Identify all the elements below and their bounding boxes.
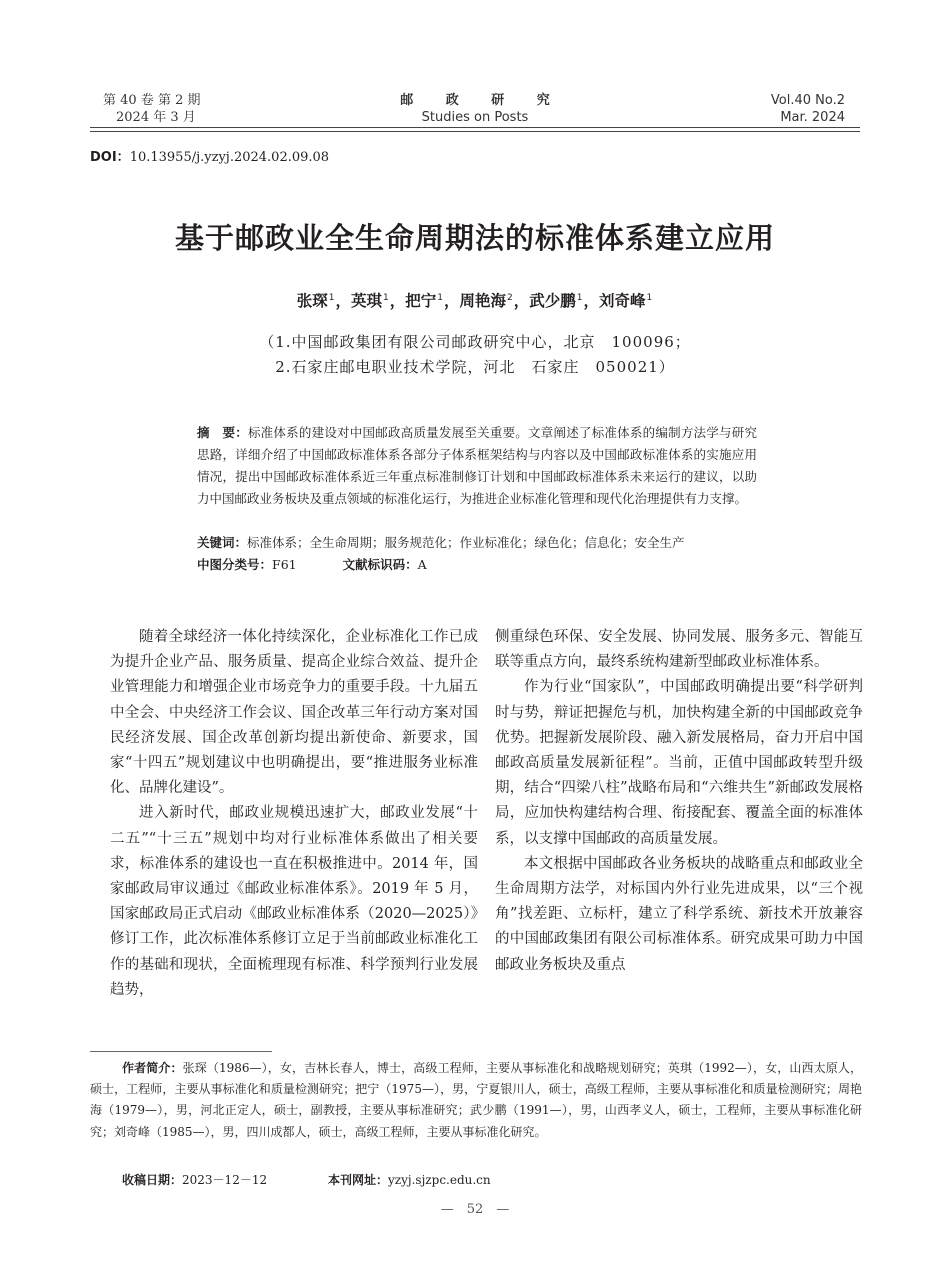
header-journal-en: Studies on Posts xyxy=(421,110,529,125)
header-volume-en: Vol.40 No.2 xyxy=(770,93,845,108)
author-affiliation-mark: 1 xyxy=(576,293,583,303)
page-number: — 52 — xyxy=(440,1202,510,1217)
header-rule-thin xyxy=(90,131,860,132)
doi-line xyxy=(90,149,329,166)
header-date-en: Mar. 2024 xyxy=(780,110,845,125)
author-name: 张琛 xyxy=(296,292,328,310)
author-affiliation-mark: 1 xyxy=(382,293,389,303)
received-value: 2023－12－12 xyxy=(182,1173,268,1187)
author-name: 把宁 xyxy=(405,292,437,310)
affiliation-line: （1.中国邮政集团有限公司邮政研究中心，北京 100096； xyxy=(259,333,691,351)
body-paragraph: 随着全球经济一体化持续深化，企业标准化工作已成为提升企业产品、服务质量、提高企业综合效益、提升企业管理能力和增强企业市场竞争力的重要手段。十九届五中全会、中央经济工作会议、国企改革三年行动方案对国民经济发展、国企改革创新均提出新使命、新要求，国家“十四五”规划建议中也明确提出，要“推进服务业标准化、品牌化建设”。 xyxy=(110,629,478,797)
doi-label: DOI： xyxy=(90,150,130,165)
header-volume-en-block xyxy=(771,92,845,126)
journal-website xyxy=(328,1170,491,1190)
received-label: 收稿日期： xyxy=(122,1173,183,1187)
author-separator: ， xyxy=(443,292,460,310)
author-name: 刘奇峰 xyxy=(599,292,646,310)
classification xyxy=(197,555,757,575)
paper-title: 基于邮政业全生命周期法的标准体系建立应用 xyxy=(174,221,775,255)
footnote-text: 张琛（1986—），女，吉林长春人，博士，高级工程师，主要从事标准化和战略规划研究；英琪（1992—），女，山西太原人，硕士，工程师，主要从事标准化和质量检测研究；把宁（1975—），男，宁夏银川人，硕士，高级工程师，主要从事标准化和质量检测研究；周艳海（1979—），男，河北正定人，硕士，副教授，主要从事标准研究；武少鹏（1991—），男，山西孝义人，硕士，工程师，主要从事标准化研究；刘奇峰（1985—），男，四川成都人，硕士，高级工程师，主要从事标准化研究。 xyxy=(90,1061,862,1139)
clc-label: 中图分类号： xyxy=(197,557,273,572)
doc-code-label: 文献标识码： xyxy=(342,557,418,572)
abstract-label: 摘 要： xyxy=(197,425,248,440)
clc-value: F61 xyxy=(272,557,297,572)
author-separator: ， xyxy=(335,292,351,310)
author-name: 周艳海 xyxy=(459,292,507,310)
website-value: yzyj.sjzpc.edu.cn xyxy=(388,1173,491,1187)
author-affiliation-mark: 1 xyxy=(437,293,443,303)
author-separator: ， xyxy=(583,292,600,310)
website-label: 本刊网址： xyxy=(328,1173,389,1187)
author-separator: ， xyxy=(513,292,530,310)
author-affiliation-mark: 1 xyxy=(328,293,335,303)
keywords-text: 标准体系；全生命周期；服务规范化；作业标准化；绿色化；信息化；安全生产 xyxy=(247,535,685,550)
received-date xyxy=(122,1170,267,1190)
affiliations xyxy=(0,330,950,380)
author-name: 武少鹏 xyxy=(529,292,576,310)
body-paragraph: 作为行业“国家队”，中国邮政明确提出要“科学研判时与势，辩证把握危与机，加快构建全新的中国邮政竞争优势。把握新发展阶段、融入新发展格局，奋力开启中国邮政高质量发展新征程”。当前，正值中国邮政转型升级期，结合“四梁八柱”战略布局和“六维共生”新邮政发展格局，应加快构建结构合理、衔接配套、覆盖全面的标准体系，以支撑中国邮政的高质量发展。 xyxy=(495,679,863,847)
footnote-label: 作者简介： xyxy=(122,1061,183,1075)
author-bio-footnote xyxy=(90,1058,862,1143)
body-column-right xyxy=(495,625,863,978)
header-journal-cn: 邮 政 研 究 xyxy=(400,93,564,108)
doc-code-value: A xyxy=(417,557,427,572)
body-paragraph: 本文根据中国邮政各业务板块的战略重点和邮政业全生命周期方法学，对标国内外行业先进成果，以“三个视角”找差距、立标杆，建立了科学系统、新技术开放兼容的中国邮政集团有限公司标准体系。研究成果可助力中国邮政业务板块及重点 xyxy=(495,855,863,973)
abstract xyxy=(197,422,757,510)
author-affiliation-mark: 2 xyxy=(507,293,513,303)
author-separator: ， xyxy=(389,292,406,310)
doi-value: 10.13955/j.yzyj.2024.02.09.08 xyxy=(129,150,330,165)
author-name: 英琪 xyxy=(350,292,382,310)
author-list xyxy=(0,287,950,312)
keywords xyxy=(197,533,757,553)
header-rule-thick xyxy=(90,127,860,128)
header-volume: 第 40 卷 第 2 期 xyxy=(103,93,201,108)
header-date-cn: 2024 年 3 月 xyxy=(116,110,196,125)
footnote-rule xyxy=(90,1051,272,1052)
body-paragraph-continued: 侧重绿色环保、安全发展、协同发展、服务多元、智能互联等重点方向，最终系统构建新型邮政业标准体系。 xyxy=(495,629,863,671)
body-column-left xyxy=(110,625,478,1003)
abstract-text: 标准体系的建设对中国邮政高质量发展至关重要。文章阐述了标准体系的编制方法学与研究思路，详细介绍了中国邮政标准体系各部分子体系框架结构与内容以及中国邮政标准体系的实施应用情况，提出中国邮政标准体系近三年重点标准制修订计划和中国邮政标准体系未来运行的建议，以助力中国邮政业务板块及重点领域的标准化运行，为推进企业标准化管理和现代化治理提供有力支撑。 xyxy=(197,425,757,506)
body-paragraph: 进入新时代，邮政业规模迅速扩大，邮政业发展“十二五”“十三五”规划中均对行业标准体系做出了相关要求，标准体系的建设也一直在积极推进中。2014 年，国家邮政局审议通过《邮政业标准体系》。2019 年 5 月，国家邮政局正式启动《邮政业标准体系（2020—2025）》修订工作，此次标准体系修订立足于当前邮政业标准化工作的基础和现状，全面梳理现有标准、科学预判行业发展趋势， xyxy=(110,805,478,998)
keywords-label: 关键词： xyxy=(197,535,248,550)
affiliation-line: 2.石家庄邮电职业技术学院，河北 石家庄 050021） xyxy=(275,358,675,376)
author-affiliation-mark: 1 xyxy=(646,293,653,303)
